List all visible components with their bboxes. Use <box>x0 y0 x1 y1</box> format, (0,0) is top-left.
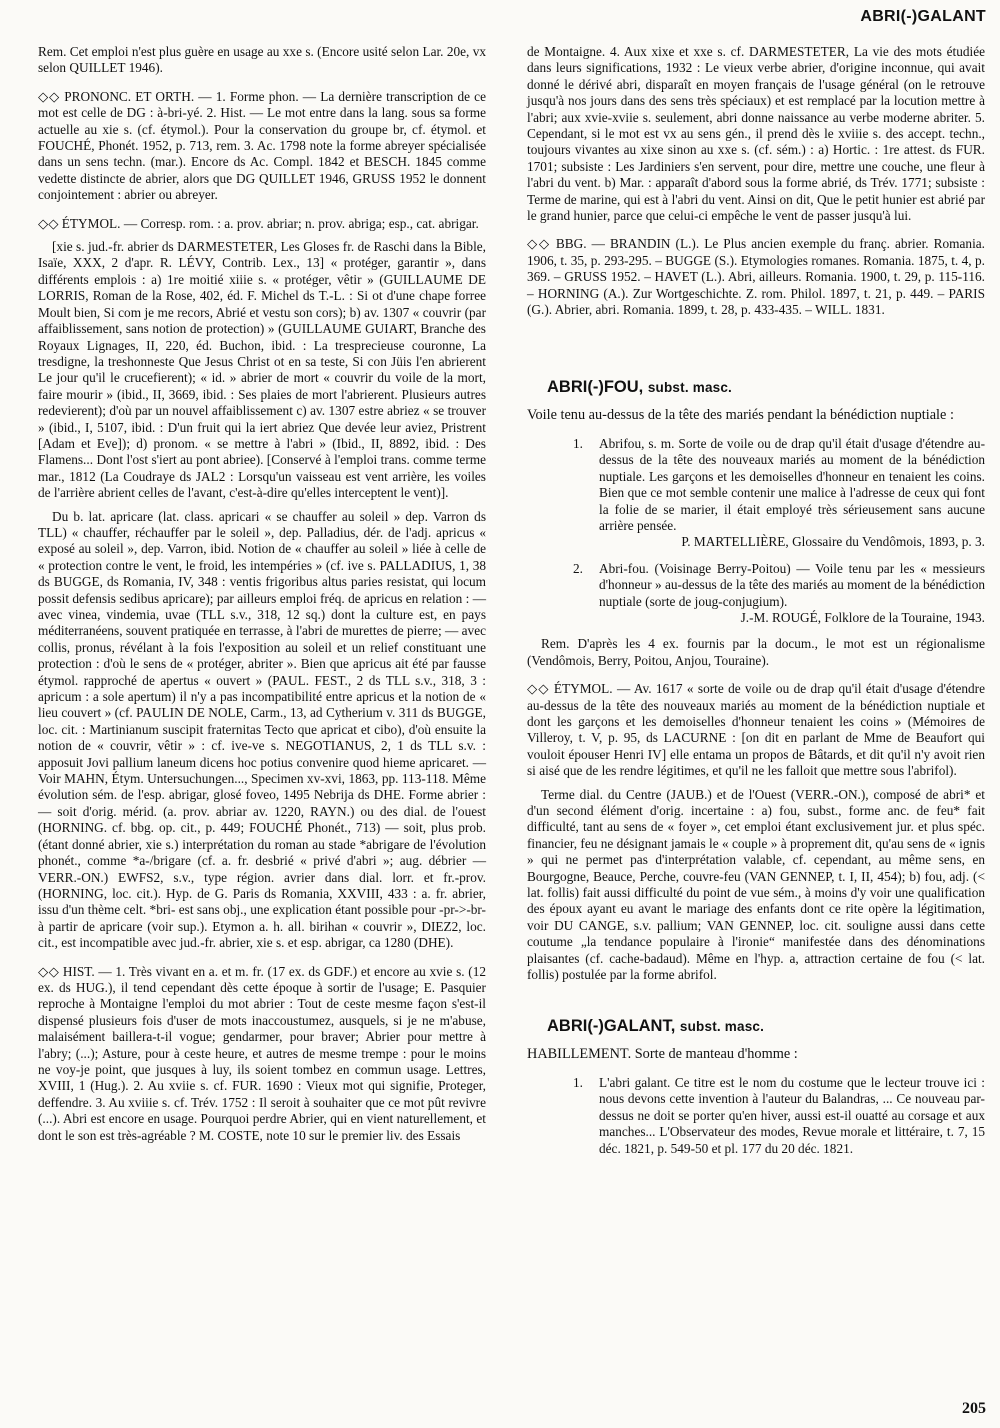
rem-paragraph: Rem. Cet emploi n'est plus guère en usage au xxe s. (Encore usité selon Lar. 20e, vx selon QUILLET 1946). <box>38 44 486 76</box>
example-text: Abrifou, s. m. Sorte de voile ou de drap qu'il était d'usage d'étendre au-dessus de la tête des nouveaux mariés au moment de la bénédiction nuptiale. Les garçons et les demoiselles d'honneur en tenaient les coins. Bien que ce mot semble contenir une malice à l'adresse de ceux qui font la folie de se marier, il était employé très sérieusement sans aucune arrière pensée. <box>599 435 985 533</box>
example-number: 1. <box>573 435 583 451</box>
example <box>573 1075 985 1157</box>
running-head: ABRI(-)GALANT <box>860 8 986 25</box>
definition: HABILLEMENT. Sorte de manteau d'homme : <box>527 1045 798 1062</box>
headword: ABRI(-)GALANT, <box>547 1016 676 1035</box>
entry-heading-abrifou <box>547 379 985 396</box>
example <box>573 436 985 551</box>
bibliography-section: ◇◇ BBG. — BRANDIN (L.). Le Plus ancien exemple du franç. abrier. Romania. 1906, t. 35, p. 293-295. – BUGGE (S.). Etymologies romanes. Romania. 1875, t. 4, p. 369. – GRUSS 1952. – HAVET (L.). Abri, ailleurs. Romania. 1900, t. 29, p. 115-116. – HORNING (A.). Zur Wortgeschichte. Z. rom. Philol. 1897, t. 21, p. 449. – PARIS (G.). Abrier, abri. Romania. 1899, t. 28, p. 433-435. – WILL. 1831. <box>527 236 985 318</box>
example-text: L'abri galant. Ce titre est le nom du costume que le lecteur trouve ici : nous devons cette invention à l'auteur du Balandras, ... Ce nouveau par-dessus ne doit se porter qu'en hiver, aussi est-il ouatté au corsage et aux manches... L'Observateur des modes, Revue morale et littéraire, t. 7, 15 déc. 1821, p. 549-50 et pl. 177 du 20 déc. 1821. <box>599 1074 985 1156</box>
page-number: 205 <box>962 1400 986 1417</box>
grammatical-category: subst. masc. <box>647 379 733 395</box>
etymology-section: ◇◇ ÉTYMOL. — Corresp. rom. : a. prov. abriar; n. prov. abriga; esp., cat. abrigar. <box>38 215 479 231</box>
example-text: Abri-fou. (Voisinage Berry-Poitou) — Voile tenu par les « messieurs d'honneur » au-dessus de la tête des mariés au moment de la bénédiction nuptiale (sorte de joug-conjugium). <box>599 560 985 609</box>
entry-heading-abrigalant <box>547 1018 985 1035</box>
pronunciation-section: ◇◇ PRONONC. ET ORTH. — 1. Forme phon. — La dernière transcription de ce mot est celle de DG : à-bri-yé. 2. Hist. — Le mot entre dans la lang. sous sa forme actuelle au xie s. (cf. étymol.). Pour la conservation du groupe br, cf. étymol. et FOUCHÉ, Phonét. 1952, p. 713, rem. 3. Ac. 1798 note la forme abreyer spécialisée dans un sens techn. (mar.). Encore ds Ac. Compl. 1842 et BESCH. 1845 comme vedette distincte de abrier, alors que DG QUILLET 1946, GRUSS 1952 le donnent conjointement : abrier ou abreyer. <box>38 88 486 203</box>
example-source: J.-M. ROUGÉ, Folklore de la Touraine, 1943. <box>740 609 985 625</box>
etymology-paragraph: [xie s. jud.-fr. abrier ds DARMESTETER, Les Gloses fr. de Raschi dans la Bible, Isaïe, XXX, 2 d'apr. R. LÉVY, Contrib. Lex., 13] « protéger, garantir », dans différents emplois : a) 1re moitié xiiie s. « protéger, vêtir » (GUILLAUME DE LORRIS, Roman de la Rose, 402, éd. F. Michel ds T.-L. : Si ot d'une chape forree Moult bien, Si com je me recors, Abrié et vestu son cors); b) av. 1307 « couvrir (par affaiblissement, sans notion de protection) » (GUILLAUME GUIART, Branche des Royaux Lignages, II, 220, éd. Buchon, ibid. : La trespreciеuse couronne, La tresdigne, la treshonneste Que Jesus Christ ot en sa teste, Si con Jüis l'en abrierent Le jour qu'il le crucefierent); « id. » abrier de mort « couvrir du voile de la mort, faire mourir » (ibid., II, 3669, ibid. : Ses plaies de mort l'abrierent. Plusieurs autres redevierent); d'où par un nouvel affaiblissement c) av. 1307 estre abriez « se trouver » (ibid., I, 5107, ibid. : D'un fruit qui la iert abriez Que devée leur aviez, Pristrent [Adam et Eve]); d) pronom. « se mettre à l'abri » (Ibid., II, 8892, ibid. : Des Flamens... Dont l'ost s'iert au pont abriee). [Conservé à l'emploi trans. comme terme mar., 1812 (La Coudraye ds JAL2 : Lorsqu'un vaisseau est vent arrière, les voiles de l'arrière abrient celles de l'avant, c'est-à-dire qu'elles interceptent le vent)]. <box>38 239 486 501</box>
grammatical-category: subst. masc. <box>679 1018 765 1034</box>
example-source: P. MARTELLIÈRE, Glossaire du Vendômois, 1893, p. 3. <box>681 534 985 550</box>
etymology-paragraph: Terme dial. du Centre (JAUB.) et de l'Ouest (VERR.-ON.), composé de abri* et d'un second élément d'orig. incertaine : a) fou, subst., forme anc. de feu* fait difficulté, tant au sens de « foyer », cet emploi étant exclusivement jur. et plus spéc. financier, feu ne désignant jamais le « couple » à proprement dit, qu'au sens de « ignis » qui ne permet pas d'interprétation valable, cf. cependant, au même sens, en Bourgogne, Beauce, Perche, couvre-feu (VAN GENNEP, t. I, II, 454); b) fou, adj. (< lat. follis) fait aussi difficulté du point de vue sém., à moins d'y voir une qualification des époux ayant eu avant le mariage des enfants dont ce rite opère la légitimation, voir DU CANGE, s.v. pallium; VAN GENNEP, loc. cit. souligne aussi dans cette coutume „la tendance populaire à l'ironie“ manifestée dans des dénominations plaisantes (cf. cache-badaud). Même en l'hyp. a, attraction certaine de fou (< lat. follis) postulée par la forme abrifol. <box>527 786 985 983</box>
definition: Voile tenu au-dessus de la tête des mariés pendant la bénédiction nuptiale : <box>527 406 954 423</box>
example-number: 2. <box>573 560 583 576</box>
headword: ABRI(-)FOU, <box>547 377 644 396</box>
rem-paragraph: Rem. D'après les 4 ex. fournis par la docum., le mot est un régionalisme (Vendômois, Berry, Poitou, Anjou, Touraine). <box>527 636 985 668</box>
right-column <box>527 44 985 1167</box>
left-column <box>38 44 486 1151</box>
history-section: ◇◇ HIST. — 1. Très vivant en a. et m. fr. (17 ex. ds GDF.) et encore au xvie s. (12 ex. ds HUG.), il tend cependant dès cette époque à sortir de l'usage; E. Pasquier reproche à Montaigne l'emploi du mot abrier : Tout de ceste mesme façon s'est-il dispensé plusieurs fois d'user de mots inaccoustumez, ausquels, si je ne m'abuse, malaisément baillera-t-il vogue; gendarmer, pour braver; Abrier pour mettre à l'abry; (...); Asture, pour à ceste heure, et autres de mesme trempe : pour le moins ne voy-je point, que jusques à luy, ils soient tombez en commun usage. Lettres, XVIII, 1 (Hug.). 2. Au xviie s. cf. FUR. 1690 : Vieux mot qui signifie, Proteger, deffendre. 3. Au xviiie s. cf. Trév. 1752 : Il seroit à souhaiter que ce mot pût revivre (...). Abri est encore en usage. Pourquoi perdre Abrier, qui en vient naturellement, et dont le son est très-agréable ? M. COSTE, note 10 sur le premier liv. des Essais <box>38 963 486 1143</box>
history-continued: de Montaigne. 4. Aux xixe et xxe s. cf. DARMESTETER, La vie des mots étudiée dans leurs significations, 1932 : Le vieux verbe abrier, d'origine inconnue, qui avait donné le dérivé abri, disparaît en moyen français de l'usage général (on le retrouve jusqu'à nos jours dans des sens très spéciaux) et est remplacé par la locution mettre à l'abri; aux xvie-xviie s. seulement, abri donne naissance au verbe moderne abriter. 5. Cependant, si le mot est vx au sens gén., il prend dès le xviiie s. des accept. techn., toujours vivantes au xixe sinon au xxe s. (cf. sém.) : a) Hortic. : 1re attest. ds FUR. 1701; subsiste : Les Jardiniers s'en servent, pour dire, mettre une couche, une fleur à l'abri du vent. b) Mar. : apparaît d'abord sous la forme abrié, ds Trév. 1771; subsiste : Terme de marine, qui est à l'abri du vent. Ainsi on dit, Que le petit hunier est abrié par le grand hunier, parce que celui-ci empêche le vent de passer jusqu'à lui. <box>527 44 985 224</box>
etymology-section: ◇◇ ÉTYMOL. — Av. 1617 « sorte de voile ou de drap qu'il était d'usage d'étendre au-dessus de la tête des nouveaux mariés au moment de la bénédiction nuptiale et dont les garçons et les demoiselles d'honneur tenaient les coins » (Mémoires de Villeroy, t. V, p. 95, ds LACURNE : [on dit en parlant de Mme de Beaufort qui vouloit épouser Henri IV] elle entama un propos de Bâtards, et dit qu'il n'y avoit rien si aisé que de les rendre légitimes, et qu'il ne les falloit que mettre sous l'abrifol). <box>527 681 985 779</box>
example-number: 1. <box>573 1074 583 1090</box>
etymology-paragraph-2: Du b. lat. apricare (lat. class. apricari « se chauffer au soleil » dep. Varron ds TLL) « chauffer, réchauffer par le soleil », dep. Palladius, dér. de l'adj. apricus « exposé au soleil », dep. Varron, ibid. Notion de « chauffer au soleil » liée à celle de « protection contre le vent, le froid, les intempéries » (cf. ive s. PALLADIUS, 1, 38 ds BUGGE, ds Romania, IV, 348 : ventis frigoribus altus paries resistat, qui locum possit defensis sedibus apricare); par ailleurs emploi fréq. de apricus en relation : — avec vinea, vindemia, uvae (TLL s.v., 318, 12 sq.) dont la culture est, en pays méditerranéens, souvent pratiquée en terrasse, à l'abri de murettes de pierre; — avec collis, pronus, révélant à la fois l'exposition au soleil et un relief constituant une protection : d'où le sens de « protéger, abriter ». Bien que apricus ait été par fausse étymol. rapproché de apertus « ouvert » (PAUL. FEST., 2 ds TLL s.v., 318, 3 : apricum : a sole apertum) il n'y a pas incompatibilité entre apricus et la notion de « lieu couvert » (cf. PAULIN DE NOLE, Carm., 13, ad Cytherium v. 311 ds BUGGE, loc. cit. : Martinianum suscipit fraternitas Tecto que apricat et cibo), d'où ensuite la notion de « couvrir, vêtir » : cf. ive-ve s. NEGOTIANUS, 2, 1 ds TLL s.v. : apposuit Jovi pallium laneum dicens hoc potius convenire quod hieme apricaret. — Voir MAHN, Étym. Untersuchungen..., Specimen xv-xvi, 1863, pp. 113-118. Même évolution sém. de l'esp. abrigar, glosé foveo, 1495 Nebrija ds DHE. Forme abrier : — soit d'orig. mérid. (a. prov. abriar av. 1220, RAYN.) ou des dial. de l'ouest (HORNING. cf. bbg. op. cit., p. 449; FOUCHÉ Phonét., 713) — soit, plus prob. (étant donné abrier, xie s.) interprétation du roman au stade *abrigare de l'évolution phonét., comme *a-/brigare (cf. a. fr. desbrié « privé d'abri »; aug. débrier — VERR.-ON.) EWFS2, s.v., type région. avrier dans dial. lorr. et fr.-prov. (HORNING, loc. cit.). Hyp. de G. Paris ds Romania, XXVIII, 433 : a. fr. abrier, issu d'un thème celt. *bri- est sans obj., une explication étant possible pour -pr->-br- à partir de apricare (voir sup.). Etymon a. h. all. birihan « couvrir », DIEZ2, loc. cit., est incompatible avec jud.-fr. abrier, xie s. et esp. abrigar, ca 1280 (DHE). <box>38 508 486 951</box>
example <box>573 561 985 627</box>
